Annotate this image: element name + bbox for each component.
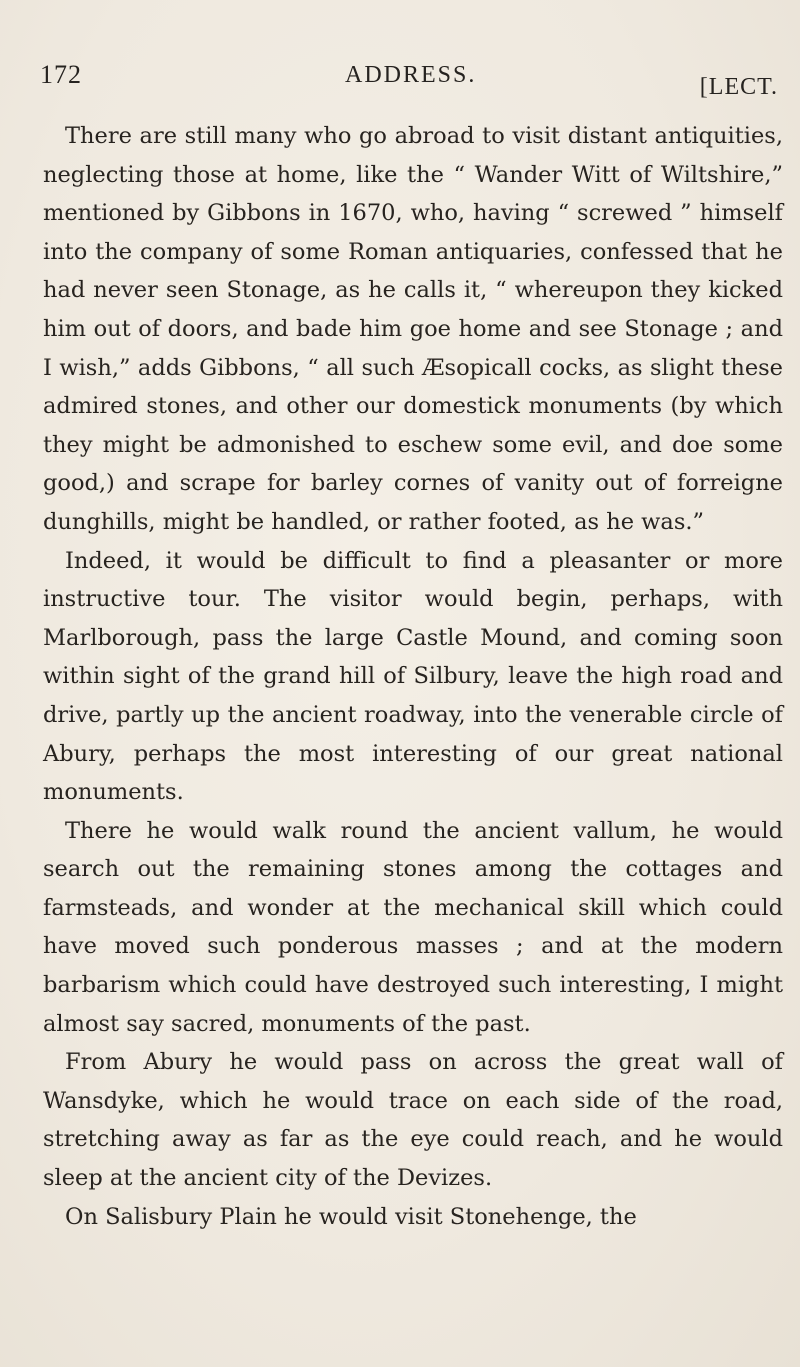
paragraph: Indeed, it would be difficult to find a pleasanter or more instructive tour. The visitor would begin, perhaps, with Marlborough, pass the large Castle Mound, and coming soon within sight of the grand hill of Silbury, leave the high road and drive, partly up the ancient roadway, into the venerable circle of Abury, perhaps the most interesting of our great national monuments. — [43, 547, 783, 806]
page-header — [40, 60, 778, 100]
page-number: 172 — [40, 60, 82, 89]
paragraph: There are still many who go abroad to visit distant antiquities, neglecting those at home, like the “ Wander Witt of Wiltshire,” mentioned by Gibbons in 1670, who, having “ screwed ” himself into the company of some Roman antiquaries, confessed that he had never seen Stonage, as he calls it, “ whereupon they kicked him out of doors, and bade him goe home and see Stonage ; and I wish,” adds Gibbons, “ all such Æsopicall cocks, as slight these admired stones, and other our domestick monuments (by which they might be admonished to eschew some evil, and doe some good,) and scrape for barley cornes of vanity out of forreigne dunghills, might be handled, or rather footed, as he was.” — [43, 123, 783, 535]
running-title: ADDRESS. — [345, 62, 477, 88]
section-mark: [LECT. — [699, 74, 778, 100]
paragraph: From Abury he would pass on across the great wall of Wansdyke, which he would trace on each side of the road, stretching away as far as the eye could reach, and he would sleep at the ancient city of the Devizes. — [43, 1049, 783, 1192]
paragraph: On Salisbury Plain he would visit Stonehenge, the — [65, 1203, 637, 1230]
body-text — [43, 117, 783, 1236]
paragraph: There he would walk round the ancient vallum, he would search out the remaining stones among the cottages and farmsteads, and wonder at the mechanical skill which could have moved such ponderous masses ; and at the modern barbarism which could have destroyed such interesting, I might almost say sacred, monuments of the past. — [43, 817, 783, 1037]
